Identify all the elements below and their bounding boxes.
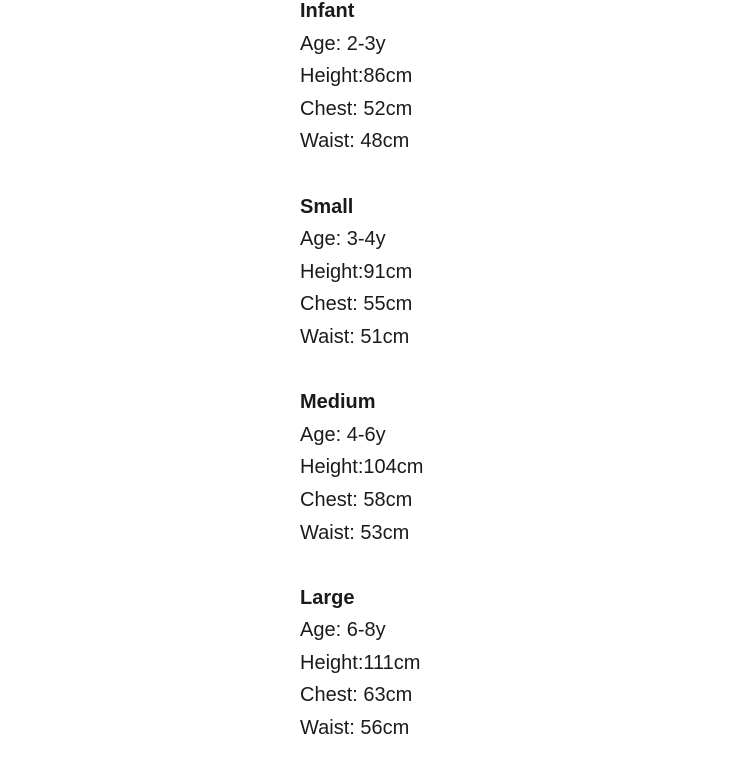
waist-line: Waist: 56cm [300, 717, 410, 740]
size-title: Large [300, 586, 355, 609]
chest-line: Chest: 63cm [300, 684, 413, 707]
age-line: Age: 4-6y [300, 423, 386, 446]
height-line: Height:111cm [300, 651, 421, 674]
chest-line: Chest: 55cm [300, 293, 413, 316]
chest-line: Chest: 52cm [300, 97, 413, 120]
chest-line: Chest: 58cm [300, 488, 413, 511]
age-line: Age: 3-4y [300, 228, 386, 251]
size-group-small [300, 191, 720, 354]
size-title: Small [300, 195, 354, 218]
height-line: Height:104cm [300, 456, 424, 479]
size-chart [300, 0, 720, 777]
age-line: Age: 2-3y [300, 32, 386, 55]
waist-line: Waist: 51cm [300, 325, 410, 348]
height-line: Height:91cm [300, 260, 413, 283]
size-group-medium [300, 386, 720, 549]
size-title: Infant [300, 0, 355, 22]
waist-line: Waist: 53cm [300, 521, 410, 544]
waist-line: Waist: 48cm [300, 130, 410, 153]
size-title: Medium [300, 391, 376, 414]
age-line: Age: 6-8y [300, 619, 386, 642]
height-line: Height:86cm [300, 65, 413, 88]
size-group-infant [300, 0, 720, 158]
size-group-large [300, 582, 720, 745]
